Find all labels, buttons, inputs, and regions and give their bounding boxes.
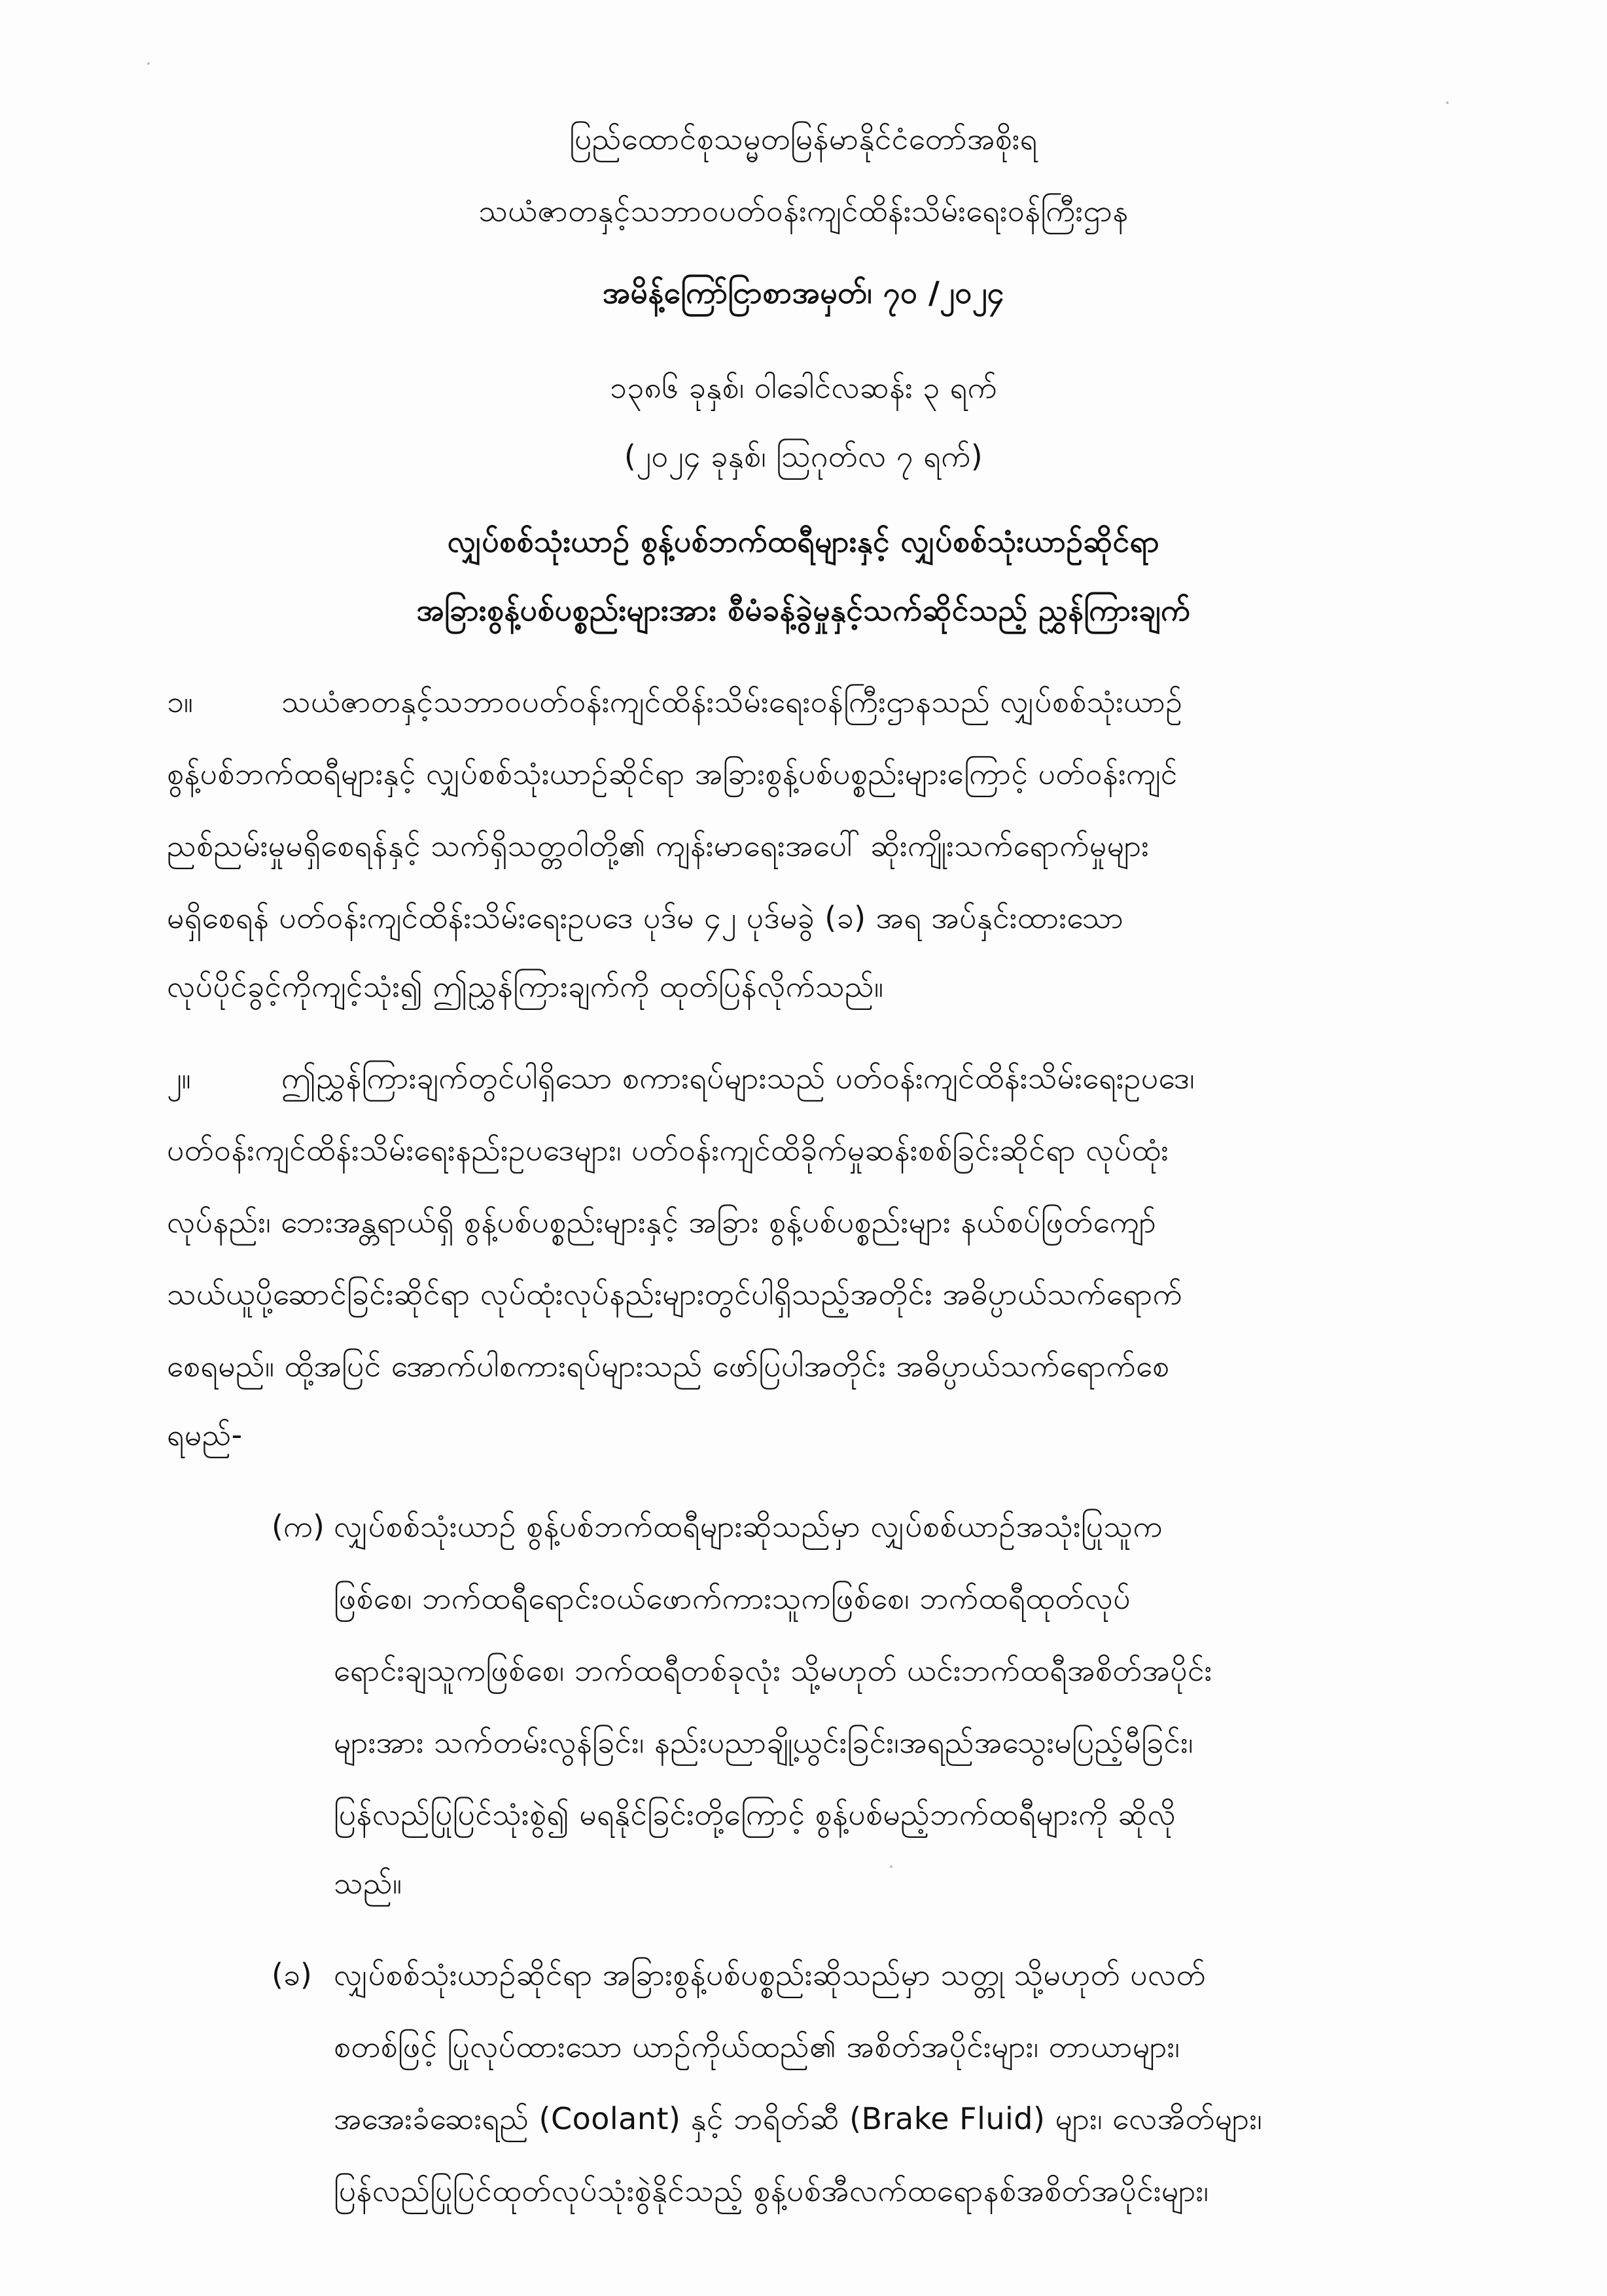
paragraph-2-line: ဤညွှန်ကြားချက်တွင်ပါရှိသော စကားရပ်များသည် ပတ်ဝန်းကျင်ထိန်းသိမ်းရေးဥပဒေ၊: [281, 1060, 1195, 1096]
scan-speck: [147, 62, 150, 65]
paragraph-1-line: လုပ်ပိုင်ခွင့်ကိုကျင့်သုံး၍ ဤညွှန်ကြားချက်ကို ထုတ်ပြန်လိုက်သည်။: [167, 969, 884, 1004]
clause-kha-line: အအေးခံဆေးရည် (Coolant) နှင့် ဘရိတ်ဆီ (Brake Fluid) များ၊ လေအိတ်များ၊: [334, 2101, 1263, 2136]
clause-kha-line: လျှပ်စစ်သုံးယာဉ်ဆိုင်ရာ အခြားစွန့်ပစ်ပစ္စည်းဆိုသည်မှာ သတ္တု သို့မဟုတ် ပလတ်: [334, 1957, 1206, 1992]
clause-ka-line: များအား သက်တမ်းလွန်ခြင်း၊ နည်းပညာချို့ယွင်းခြင်း၊အရည်အသွေးမပြည့်မီခြင်း၊: [334, 1725, 1193, 1760]
notification-number: အမိန့်ကြော်ငြာစာအမှတ်၊ ၇၀ /၂၀၂၄: [602, 275, 1005, 310]
clause-ka-line: သည်။: [334, 1865, 402, 1901]
directive-title-line-1: လျှပ်စစ်သုံးယာဉ် စွန့်ပစ်ဘက်ထရီများနှင့် လျှပ်စစ်သုံးယာဉ်ဆိုင်ရာ: [447, 524, 1160, 559]
paragraph-2-line: သယ်ယူပို့ဆောင်ခြင်းဆိုင်ရာ လုပ်ထုံးလုပ်နည်းများတွင်ပါရှိသည့်အတိုင်း အဓိပ္ပာယ်သက်ရောက်: [167, 1276, 1183, 1312]
ministry-name: သယံဇာတနှင့်သဘာဝပတ်ဝန်းကျင်ထိန်းသိမ်းရေးဝန်ကြီးဌာန: [478, 193, 1129, 228]
paragraph-number: ၂။: [167, 1060, 191, 1096]
paragraph-number: ၁။: [167, 684, 193, 719]
scan-speck: [1446, 101, 1449, 104]
myanmar-date: ၁၃၈၆ ခုနှစ်၊ ဝါခေါင်လဆန်း ၃ ရက်: [609, 370, 998, 405]
paragraph-2-line: စေရမည်။ ထို့အပြင် အောက်ပါစကားရပ်များသည် ဖော်ပြပါအတိုင်း အဓိပ္ပာယ်သက်ရောက်စေ: [167, 1348, 1170, 1384]
clause-label: (ခ): [272, 1957, 312, 1992]
clause-ka-line: ရောင်းချသူကဖြစ်စေ၊ ဘက်ထရီတစ်ခုလုံး သို့မဟုတ် ယင်းဘက်ထရီအစိတ်အပိုင်း: [334, 1653, 1212, 1688]
paragraph-2-line: ပတ်ဝန်းကျင်ထိန်းသိမ်းရေးနည်းဥပဒေများ၊ ပတ်ဝန်းကျင်ထိခိုက်မှုဆန်းစစ်ခြင်းဆိုင်ရာ လုပ်ထုံး: [167, 1132, 1169, 1168]
clause-ka-line: ပြန်လည်ပြုပြင်သုံးစွဲ၍ မရနိုင်ခြင်းတို့ကြောင့် စွန့်ပစ်မည့်ဘက်ထရီများကို ဆိုလို: [334, 1797, 1176, 1832]
scan-speck: [890, 1865, 892, 1868]
clause-ka-line: ဖြစ်စေ၊ ဘက်ထရီရောင်းဝယ်ဖောက်ကားသူကဖြစ်စေ၊ ဘက်ထရီထုတ်လုပ်: [334, 1581, 1131, 1616]
directive-title-line-2: အခြားစွန့်ပစ်ပစ္စည်းများအား စီမံခန့်ခွဲမှုနှင့်သက်ဆိုင်သည့် ညွှန်ကြားချက်: [416, 592, 1191, 628]
gregorian-date: (၂၀၂၄ ခုနှစ်၊ ဩဂုတ်လ ၇ ရက်): [624, 439, 983, 474]
paragraph-2-line: လုပ်နည်း၊ ဘေးအန္တရာယ်ရှိ စွန့်ပစ်ပစ္စည်းများနှင့် အခြား စွန့်ပစ်ပစ္စည်းများ နယ်စပ်ဖြတ်ကျော်: [167, 1204, 1157, 1240]
paragraph-1-line: မရှိစေရန် ပတ်ဝန်းကျင်ထိန်းသိမ်းရေးဥပဒေ ပုဒ်မ ၄၂ ပုဒ်မခွဲ (ခ) အရ အပ်နှင်းထားသော: [167, 900, 1124, 935]
clause-kha-line: ပြန်လည်ပြုပြင်ထုတ်လုပ်သုံးစွဲနိုင်သည့် စွန့်ပစ်အီလက်ထရောနစ်အစိတ်အပိုင်းများ၊: [334, 2173, 1209, 2208]
government-name: ပြည်ထောင်စုသမ္မတမြန်မာနိုင်ငံတော်အစိုးရ: [569, 121, 1038, 156]
paragraph-1-line: ညစ်ညမ်းမှုမရှိစေရန်နှင့် သက်ရှိသတ္တဝါတို့၏ ကျန်းမာရေးအပေါ် ဆိုးကျိုးသက်ရောက်မှုများ: [167, 828, 1150, 863]
paragraph-1-line: သယံဇာတနှင့်သဘာဝပတ်ဝန်းကျင်ထိန်းသိမ်းရေးဝန်ကြီးဌာနသည် လျှပ်စစ်သုံးယာဉ်: [281, 684, 1183, 719]
clause-ka-line: လျှပ်စစ်သုံးယာဉ် စွန့်ပစ်ဘက်ထရီများဆိုသည်မှာ လျှပ်စစ်ယာဉ်အသုံးပြုသူက: [334, 1509, 1163, 1544]
paragraph-2-line: ရမည်-: [167, 1417, 243, 1452]
clause-label: (က): [272, 1509, 325, 1544]
paragraph-1-line: စွန့်ပစ်ဘက်ထရီများနှင့် လျှပ်စစ်သုံးယာဉ်ဆိုင်ရာ အခြားစွန့်ပစ်ပစ္စည်းများကြောင့် ပတ်ဝန်းကျင်: [167, 756, 1178, 791]
clause-kha-line: စတစ်ဖြင့် ပြုလုပ်ထားသော ယာဉ်ကိုယ်ထည်၏ အစိတ်အပိုင်းများ၊ တာယာများ၊: [334, 2029, 1180, 2064]
